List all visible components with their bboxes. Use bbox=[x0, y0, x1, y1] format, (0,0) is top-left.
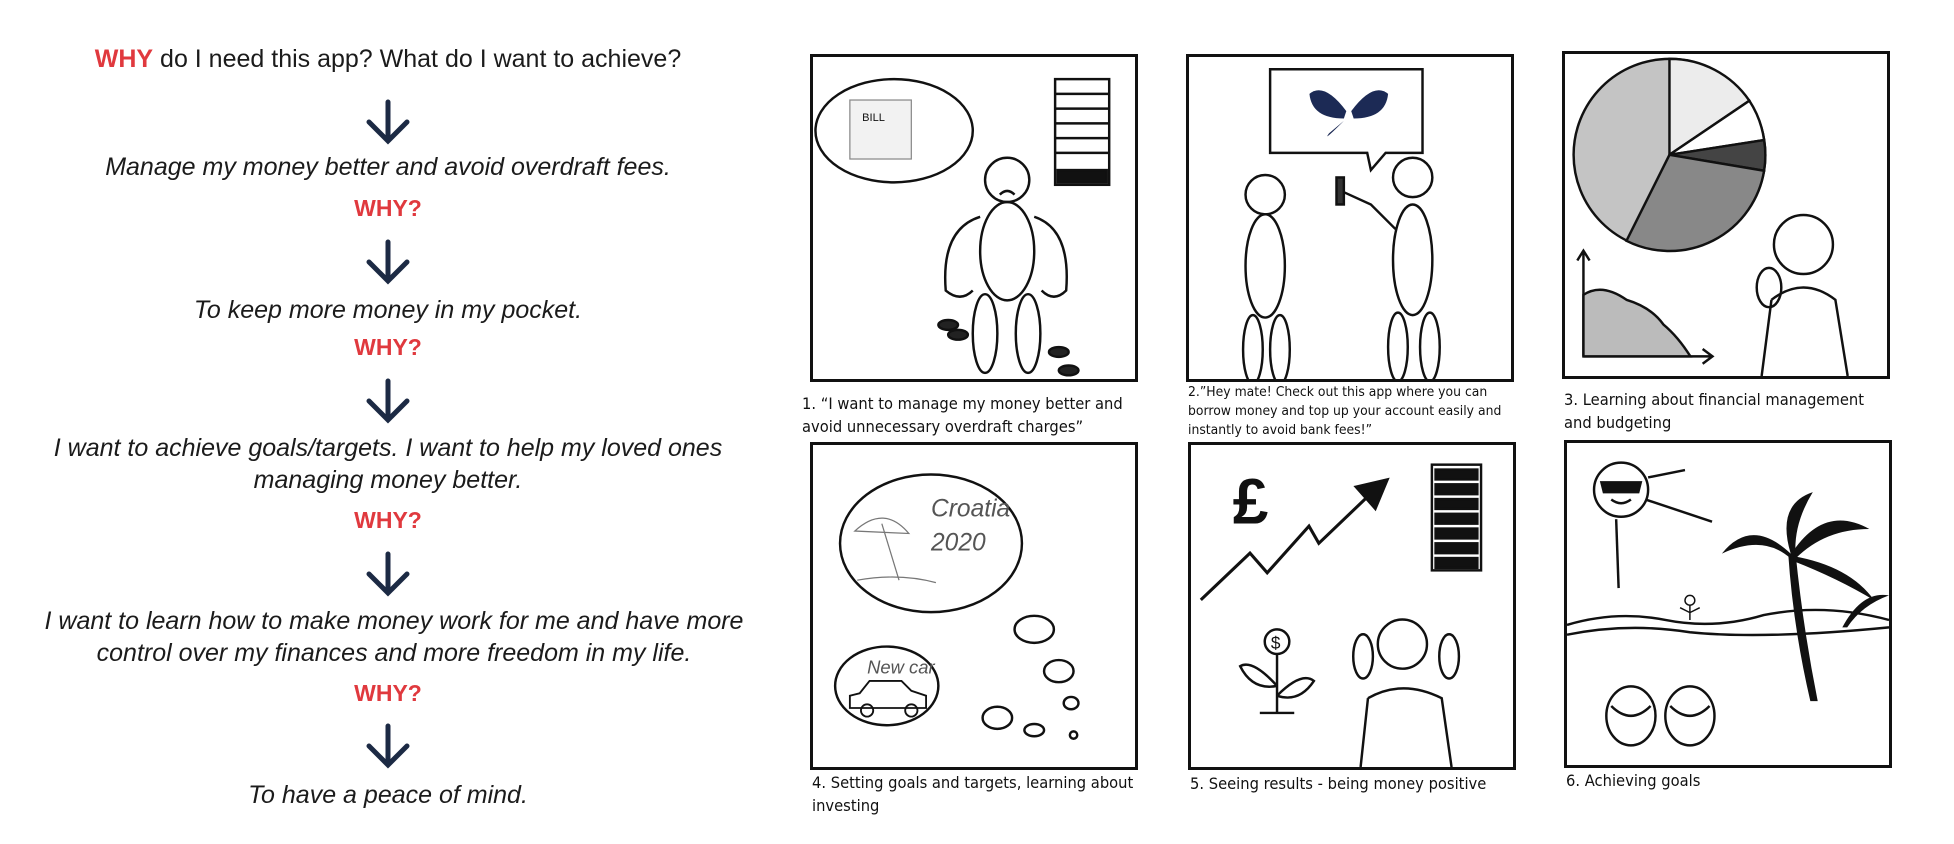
dollar-coin: $ bbox=[1270, 633, 1281, 654]
storyboard-panel-3 bbox=[1562, 51, 1890, 379]
sad-person-figure bbox=[945, 158, 1067, 373]
panel-2-caption: 2.”Hey mate! Check out this app where you can borrow money and top up your account easily and instantly to avoid bank fees!” bbox=[1188, 384, 1502, 438]
growth-arrow-icon bbox=[1201, 489, 1376, 600]
pie-chart-icon bbox=[1574, 59, 1766, 251]
answer-5: To have a peace of mind. bbox=[248, 781, 528, 809]
panel-1-caption: 1. “I want to manage my money better and avoid unnecessary overdraft charges” bbox=[802, 394, 1123, 436]
down-arrow-icon bbox=[363, 722, 413, 770]
answer-3: I want to achieve goals/targets. I want to help my loved ones managing money better. bbox=[53, 434, 723, 494]
panel-3-caption: 3. Learning about financial management and budgeting bbox=[1564, 390, 1864, 432]
battery-low-icon bbox=[1055, 79, 1109, 185]
main-question bbox=[20, 43, 756, 75]
beach-umbrella-icon bbox=[855, 518, 936, 583]
panel-6-caption: 6. Achieving goals bbox=[1566, 771, 1701, 790]
why-label: WHY? bbox=[354, 680, 422, 706]
area-chart-icon bbox=[1577, 251, 1712, 364]
bill-label: BILL bbox=[862, 111, 885, 124]
why-label: WHY? bbox=[354, 507, 422, 533]
storyboard-panel-4 bbox=[810, 442, 1138, 770]
battery-full-icon bbox=[1432, 465, 1481, 571]
person-figure-left bbox=[1243, 175, 1290, 379]
pound-icon: £ bbox=[1232, 465, 1269, 538]
thinking-person-figure bbox=[1757, 215, 1848, 376]
person-figure-phone bbox=[1336, 158, 1439, 379]
sun-icon bbox=[1594, 463, 1712, 588]
speech-bubble bbox=[1270, 69, 1422, 170]
bill-icon bbox=[850, 100, 911, 159]
flip-flops-icon bbox=[1606, 686, 1714, 745]
storyboard-panel-5 bbox=[1188, 442, 1516, 770]
app-logo-icon bbox=[1309, 90, 1388, 136]
answer-2: To keep more money in my pocket. bbox=[193, 296, 583, 324]
coins-icon bbox=[938, 320, 1078, 375]
panel-4-caption: 4. Setting goals and targets, learning about investing bbox=[812, 773, 1134, 815]
why-label: WHY? bbox=[354, 195, 422, 221]
storyboard-panel-2 bbox=[1186, 54, 1514, 382]
storyboard-panel-1 bbox=[810, 54, 1138, 382]
panel-5-caption: 5. Seeing results - being money positive bbox=[1190, 774, 1487, 793]
down-arrow-icon bbox=[363, 377, 413, 425]
sea-line bbox=[1567, 610, 1889, 625]
down-arrow-icon bbox=[363, 550, 413, 598]
answer-4: I want to learn how to make money work for me and have more control over my finances and more freedom in my life. bbox=[44, 607, 744, 667]
question-text: do I need this app? What do I want to achieve? bbox=[153, 45, 682, 73]
car-label: New car bbox=[867, 656, 935, 678]
happy-person-figure bbox=[1353, 620, 1459, 767]
answer-1: Manage my money better and avoid overdraft fees. bbox=[105, 153, 671, 181]
storyboard-panel-6 bbox=[1564, 440, 1892, 768]
palm-tree-icon bbox=[1722, 492, 1889, 701]
down-arrow-icon bbox=[363, 238, 413, 286]
car-icon bbox=[850, 681, 926, 717]
dream-year: 2020 bbox=[930, 529, 986, 557]
dream-destination: Croatia bbox=[930, 495, 1011, 523]
tiny-person-figure bbox=[1680, 595, 1700, 620]
down-arrow-icon bbox=[363, 98, 413, 146]
why-highlight: WHY bbox=[94, 45, 154, 73]
why-label: WHY? bbox=[354, 334, 422, 360]
money-plant-icon bbox=[1240, 629, 1314, 713]
